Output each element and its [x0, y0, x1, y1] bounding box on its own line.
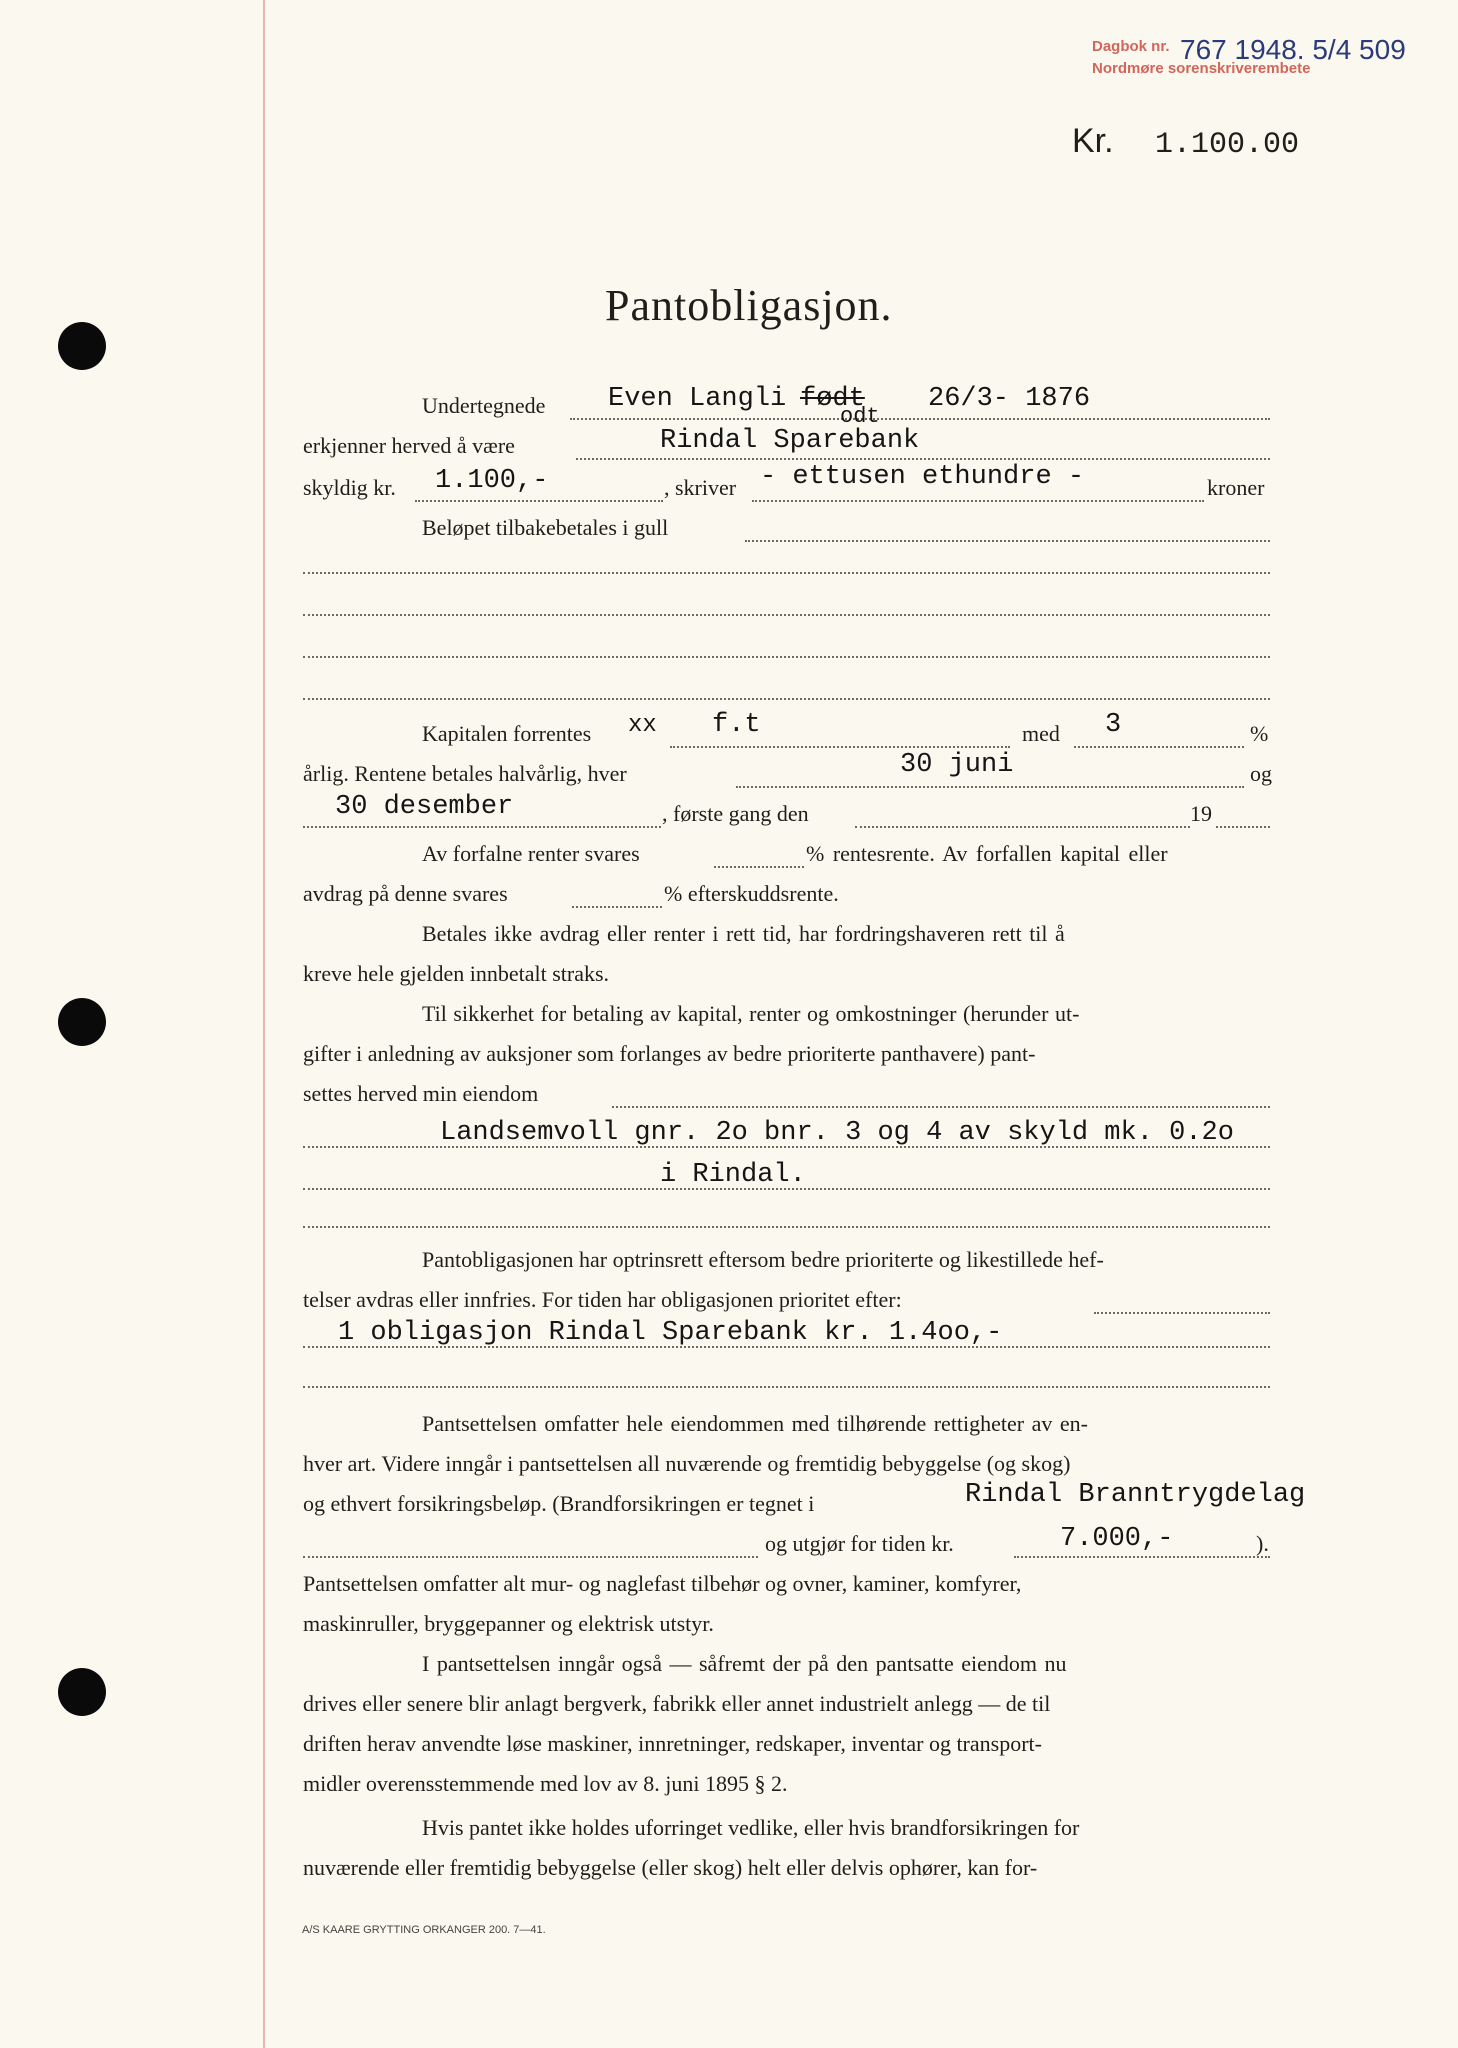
- label-erkjenner: erkjenner herved å være: [303, 433, 515, 458]
- text-line: nuværende eller fremtidig bebyggelse (eller skog) helt eller delvis ophører, kan for-: [303, 1855, 1038, 1880]
- interest-rate: 3: [1105, 710, 1122, 740]
- label-kroner: kroner: [1207, 475, 1265, 500]
- header-amount-value: 1.100.00: [1155, 128, 1300, 162]
- punch-hole: [58, 998, 106, 1046]
- payment-date-2: 30 desember: [335, 792, 514, 822]
- debtor-name: Even Langli: [608, 384, 787, 414]
- text-line: avdrag på denne svares: [303, 881, 508, 906]
- text-line: Pantobligasjonen har optrinsrett eftersom bedre prioriterte og likestillede hef-: [422, 1247, 1104, 1272]
- stamp-line-1: Dagbok nr.: [1092, 38, 1170, 55]
- label-belopet: Beløpet tilbakebetales i gull: [422, 515, 669, 540]
- label-med: med: [1022, 721, 1060, 746]
- dotted-line: [745, 540, 1270, 542]
- amount-in-words: - ettusen ethundre -: [760, 462, 1085, 492]
- punch-hole: [58, 322, 106, 370]
- text-line: Til sikkerhet for betaling av kapital, renter og omkostninger (herunder ut-: [422, 1001, 1080, 1026]
- text-line: Pantsettelsen omfatter hele eiendommen med tilhørende rettigheter av en-: [422, 1411, 1088, 1436]
- margin-rule: [263, 0, 265, 2048]
- dotted-line: [576, 458, 1270, 460]
- property-location: i Rindal.: [660, 1160, 806, 1190]
- dotted-line: [303, 656, 1270, 658]
- debt-amount: 1.100,-: [435, 466, 549, 496]
- property-description: Landsemvoll gnr. 2o bnr. 3 og 4 av skyld mk. 0.2o: [440, 1118, 1234, 1148]
- text-line: ).: [1256, 1531, 1269, 1556]
- text-line: hver art. Videre inngår i pantsettelsen all nuværende og fremtidig bebyggelse (og skog): [303, 1451, 1071, 1476]
- text-line: midler overensstemmende med lov av 8. juni 1895 § 2.: [303, 1771, 788, 1796]
- text-line: I pantsettelsen inngår også — såfremt der på den pantsatte eiendom nu: [422, 1651, 1067, 1676]
- payment-date-1: 30 juni: [900, 750, 1014, 780]
- priority-entry: 1 obligasjon Rindal Sparebank kr. 1.4oo,-: [338, 1318, 1003, 1348]
- insurer-name: Rindal Branntrygdelag: [965, 1480, 1306, 1510]
- text-line: og ethvert forsikringsbeløp. (Brandforsikringen er tegnet i: [303, 1491, 815, 1516]
- handwritten-reference: 767 1948. 5/4 509: [1180, 34, 1406, 65]
- creditor-name: Rindal Sparebank: [660, 426, 920, 456]
- text-line: % rentesrente. Av forfallen kapital eller: [806, 841, 1168, 866]
- dotted-line: [1074, 746, 1244, 748]
- document-title: Pantobligasjon.: [605, 281, 893, 330]
- dotted-line: [670, 746, 1010, 748]
- label-skyldig: skyldig kr.: [303, 475, 396, 500]
- dotted-line: [303, 1556, 758, 1558]
- text-line: Pantsettelsen omfatter alt mur- og naglefast tilbehør og ovner, kaminer, komfyrer,: [303, 1571, 1022, 1596]
- stamp-line-2: Nordmøre sorenskriverembete: [1092, 60, 1311, 77]
- label-skriver: , skriver: [664, 475, 737, 500]
- label-kapitalen: Kapitalen forrentes: [422, 721, 592, 746]
- label-forste-gang: , første gang den: [662, 801, 809, 826]
- label-arlig: årlig. Rentene betales halvårlig, hver: [303, 761, 627, 786]
- label-undertegnede: Undertegnede: [422, 393, 546, 418]
- text-line: Hvis pantet ikke holdes uforringet vedlike, eller hvis brandforsikringen for: [422, 1815, 1080, 1840]
- born-correction: odt: [840, 404, 880, 429]
- header-amount-label: Kr.: [1072, 122, 1114, 160]
- insured-amount: 7.000,-: [1060, 1524, 1174, 1554]
- text-line: settes herved min eiendom: [303, 1081, 539, 1106]
- percent-sign: %: [1250, 721, 1269, 746]
- dotted-line: [855, 826, 1190, 828]
- dotted-line: [303, 826, 661, 828]
- interest-basis: f.t: [712, 710, 761, 740]
- printer-imprint: A/S KAARE GRYTTING ORKANGER 200. 7—41.: [302, 1924, 546, 1936]
- born-struck: født: [800, 384, 865, 414]
- punch-hole: [58, 1668, 106, 1716]
- dotted-line: [1014, 1556, 1270, 1558]
- dotted-line: [570, 418, 1270, 420]
- birth-date: 26/3- 1876: [928, 384, 1091, 414]
- text-line: Av forfalne renter svares: [422, 841, 640, 866]
- text-line: maskinruller, bryggepanner og elektrisk utstyr.: [303, 1611, 714, 1636]
- dotted-line: [612, 1106, 1270, 1108]
- dotted-line: [1094, 1312, 1270, 1314]
- text-line: % efterskuddsrente.: [664, 881, 839, 906]
- dotted-line: [303, 698, 1270, 700]
- dotted-line: [303, 1386, 1270, 1388]
- year-prefix: 19: [1190, 801, 1212, 826]
- dotted-line: [303, 572, 1270, 574]
- text-line: Betales ikke avdrag eller renter i rett tid, har fordringshaveren rett til å: [422, 921, 1065, 946]
- text-line: driften herav anvendte løse maskiner, innretninger, redskaper, inventar og transport-: [303, 1731, 1042, 1756]
- text-line: gifter i anledning av auksjoner som forlanges av bedre prioriterte panthavere) pant-: [303, 1041, 1036, 1066]
- dotted-line: [1216, 826, 1270, 828]
- struck-mark: xx: [628, 712, 657, 739]
- dotted-line: [303, 614, 1270, 616]
- dotted-line: [752, 500, 1204, 502]
- dotted-line: [714, 866, 804, 868]
- text-line: kreve hele gjelden innbetalt straks.: [303, 961, 610, 986]
- text-line: drives eller senere blir anlagt bergverk, fabrikk eller annet industrielt anlegg — de til: [303, 1691, 1051, 1716]
- label-og: og: [1250, 761, 1272, 786]
- dotted-line: [303, 1226, 1270, 1228]
- text-line: telser avdras eller innfries. For tiden har obligasjonen prioritet efter:: [303, 1287, 902, 1312]
- dotted-line: [572, 906, 662, 908]
- text-line: og utgjør for tiden kr.: [765, 1531, 954, 1556]
- dotted-line: [415, 500, 663, 502]
- dotted-line: [736, 786, 1244, 788]
